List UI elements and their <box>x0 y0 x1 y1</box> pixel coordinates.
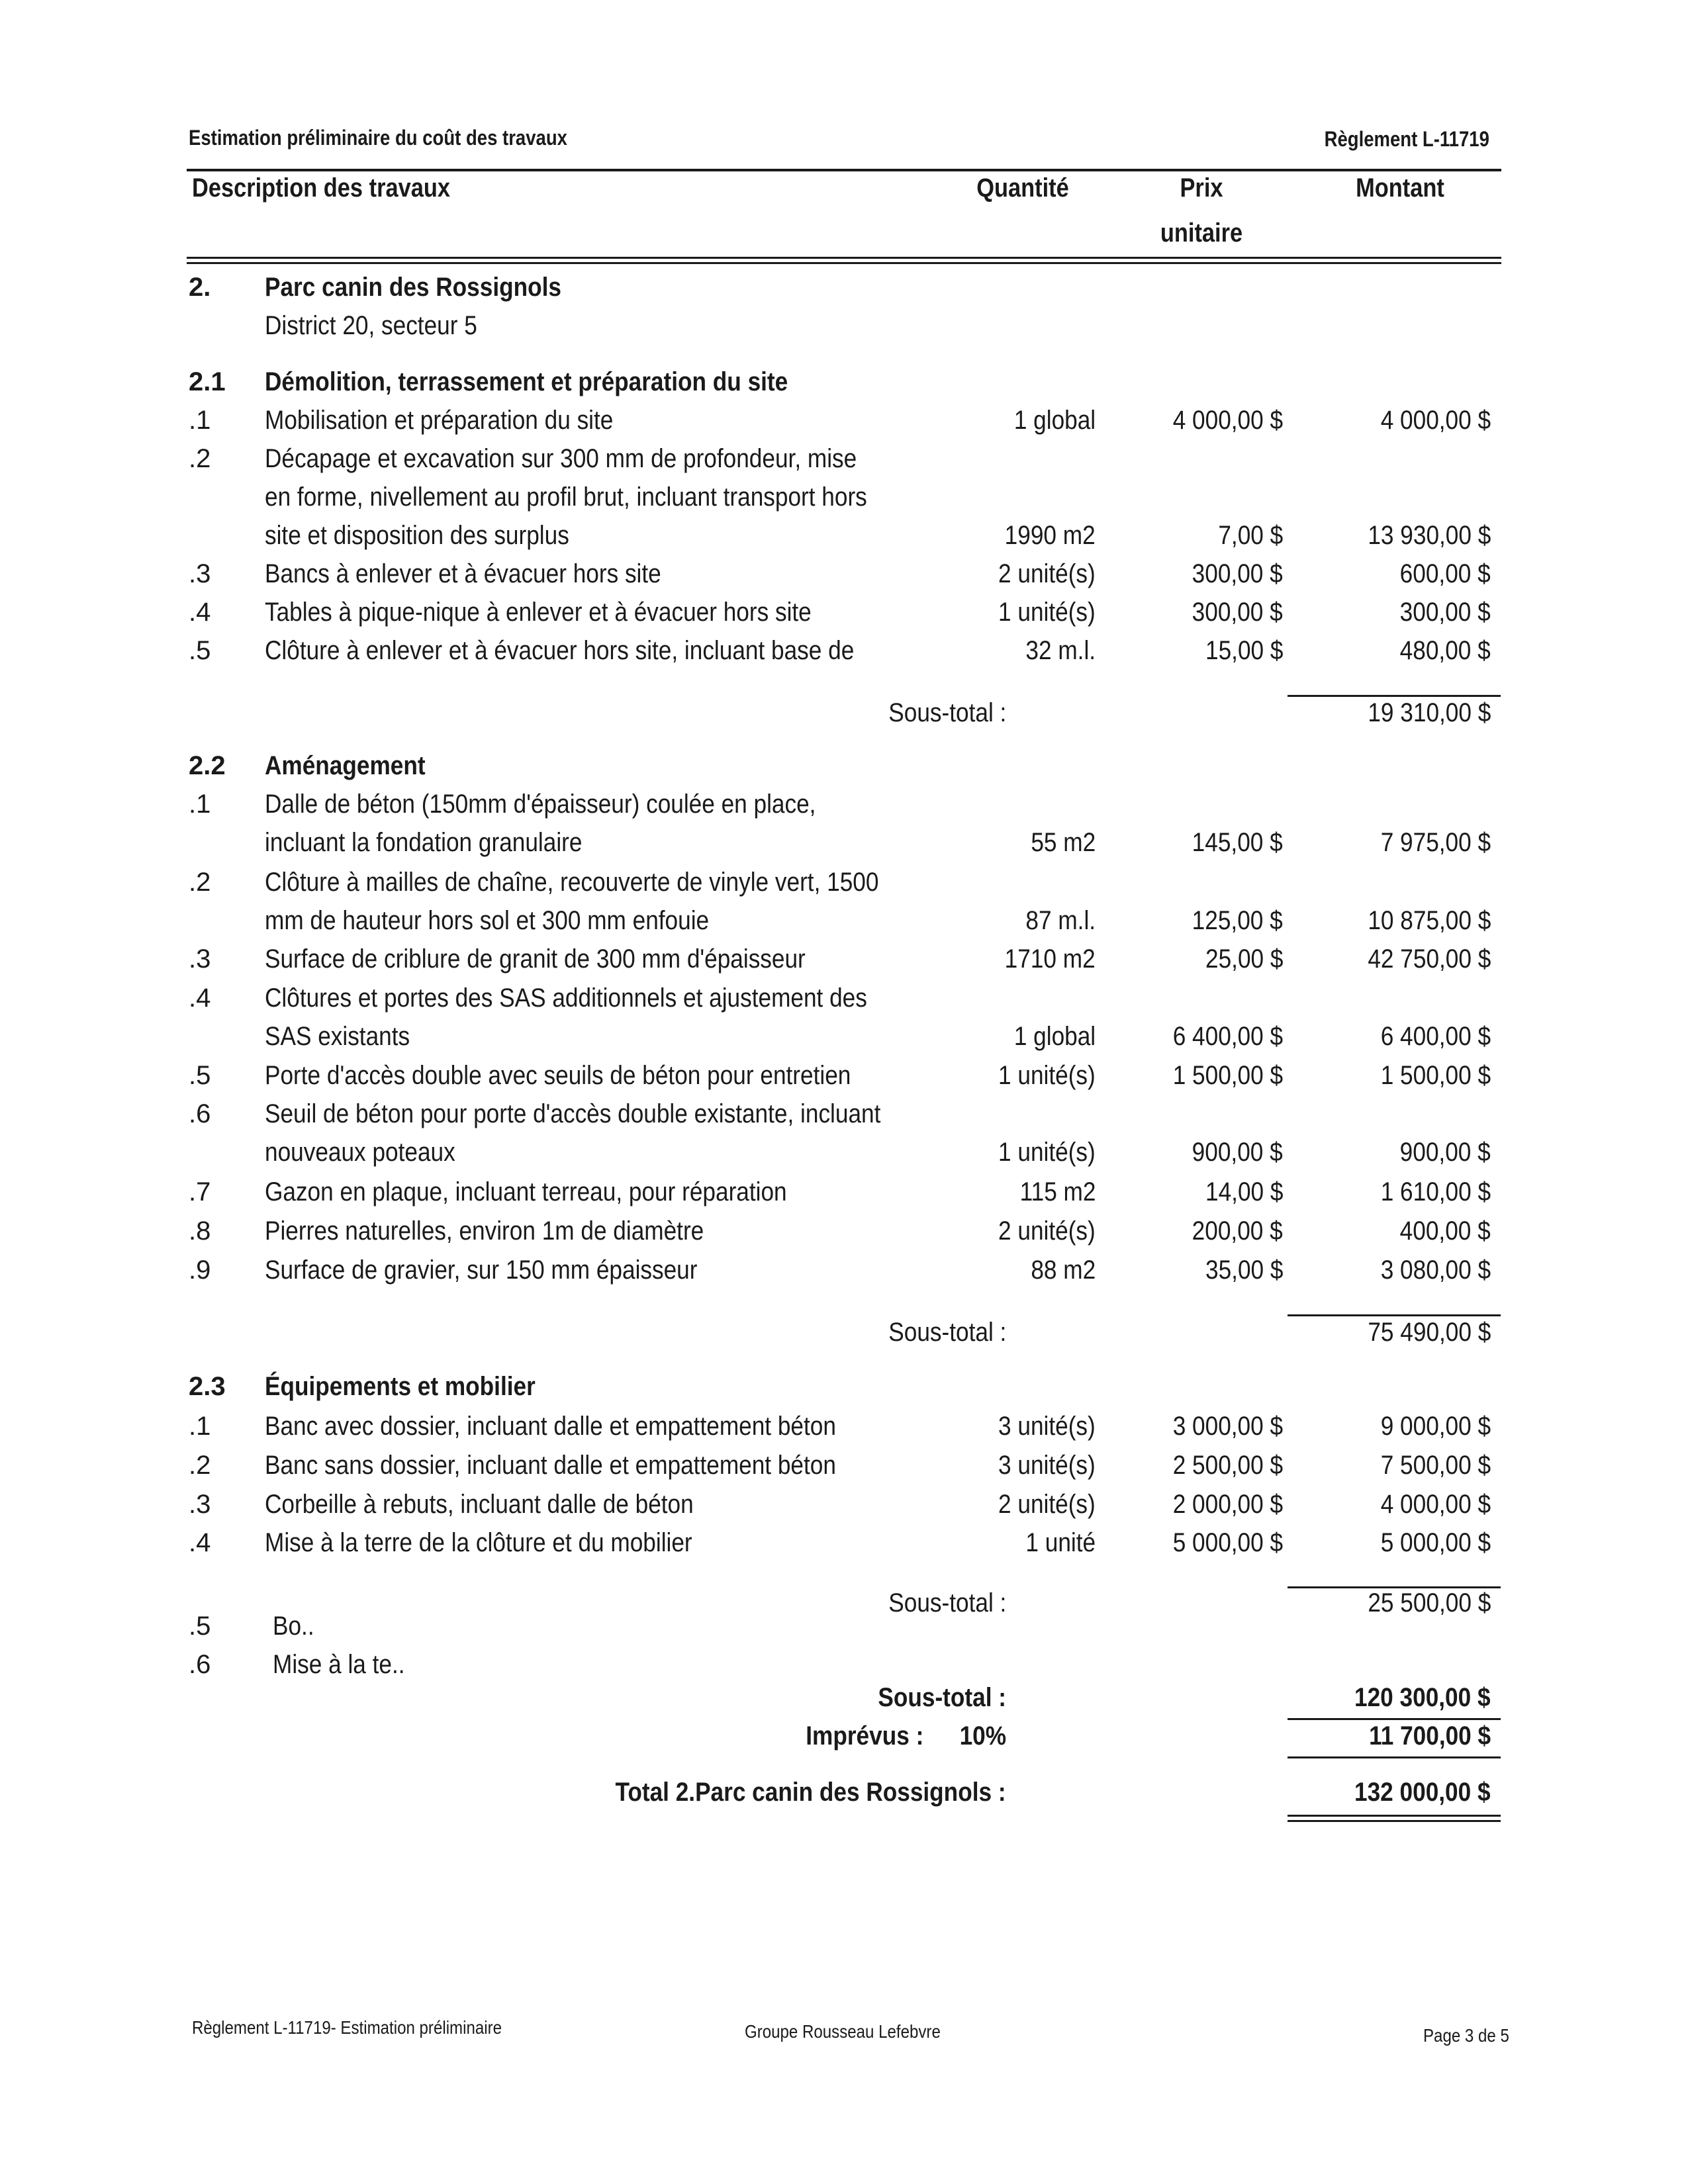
item-description: site et disposition des surplus <box>265 521 569 550</box>
footer-center: Groupe Rousseau Lefebvre <box>745 2021 941 2042</box>
table-row <box>0 1451 1688 1490</box>
item-unit-price: 5 000,00 $ <box>1172 1528 1283 1557</box>
column-description: Description des travaux <box>192 173 451 203</box>
table-row <box>0 636 1688 676</box>
item-quantity: 3 unité(s) <box>998 1451 1096 1480</box>
grand-subtotal-label: Sous-total : <box>878 1683 1006 1712</box>
item-amount: 7 975,00 $ <box>1380 828 1491 857</box>
column-unit-price-line1: Prix <box>1180 173 1223 203</box>
item-quantity: 1 unité <box>1025 1528 1096 1557</box>
item-amount: 7 500,00 $ <box>1380 1451 1491 1480</box>
item-number: .1 <box>189 1412 211 1441</box>
item-description: Banc avec dossier, incluant dalle et empattement béton <box>265 1412 836 1441</box>
item-amount: 6 400,00 $ <box>1380 1022 1491 1051</box>
item-amount: 4 000,00 $ <box>1380 1490 1491 1519</box>
item-description: Dalle de béton (150mm d'épaisseur) coulée en place, <box>265 790 816 819</box>
item-amount: 4 000,00 $ <box>1380 406 1491 435</box>
item-quantity: 1 unité(s) <box>998 1061 1096 1090</box>
item-quantity: 1 global <box>1013 406 1096 435</box>
item-quantity: 2 unité(s) <box>998 559 1096 588</box>
item-description: mm de hauteur hors sol et 300 mm enfouie <box>265 906 710 935</box>
table-row <box>0 598 1688 637</box>
table-row-continued <box>0 521 1688 561</box>
table-row <box>0 1216 1688 1256</box>
item-unit-price: 15,00 $ <box>1205 636 1283 665</box>
table-row-continued <box>0 1138 1688 1177</box>
item-unit-price: 25,00 $ <box>1205 944 1283 974</box>
item-amount: 3 080,00 $ <box>1380 1255 1491 1285</box>
item-number: .2 <box>189 1451 211 1480</box>
subtotal-label: Sous-total : <box>888 1318 1006 1347</box>
table-row <box>0 944 1688 984</box>
column-amount: Montant <box>1356 173 1444 203</box>
item-unit-price: 200,00 $ <box>1192 1216 1283 1246</box>
item-number: .2 <box>189 868 211 897</box>
item-amount: 5 000,00 $ <box>1380 1528 1491 1557</box>
item-description: Seuil de béton pour porte d'accès double existante, incluant <box>265 1099 881 1128</box>
subtotal-rule <box>1288 1314 1501 1316</box>
item-quantity: 1990 m2 <box>1005 521 1096 550</box>
item-unit-price: 2 500,00 $ <box>1172 1451 1283 1480</box>
item-amount: 42 750,00 $ <box>1368 944 1491 974</box>
section-title: Aménagement <box>265 751 426 780</box>
item-quantity: 2 unité(s) <box>998 1490 1096 1519</box>
item-quantity: 55 m2 <box>1031 828 1096 857</box>
item-number: .7 <box>189 1177 211 1206</box>
grand-subtotal-value: 120 300,00 $ <box>1354 1683 1491 1712</box>
item-number: .3 <box>189 944 211 974</box>
item-number: .5 <box>189 636 211 665</box>
item-description: Bancs à enlever et à évacuer hors site <box>265 559 661 588</box>
table-row <box>0 1528 1688 1568</box>
item-amount: 480,00 $ <box>1399 636 1491 665</box>
subtotal-value: 25 500,00 $ <box>1368 1588 1491 1617</box>
item-quantity: 32 m.l. <box>1025 636 1096 665</box>
regulation-number: Règlement L-11719 <box>1324 127 1489 151</box>
item-description: Décapage et excavation sur 300 mm de profondeur, mise <box>265 444 857 473</box>
item-unit-price: 145,00 $ <box>1192 828 1283 857</box>
item-quantity: 2 unité(s) <box>998 1216 1096 1246</box>
table-row <box>0 983 1688 1023</box>
table-row-continued <box>0 482 1688 522</box>
table-row <box>0 1490 1688 1529</box>
page-number: Page 3 de 5 <box>1423 2025 1509 2046</box>
item-quantity: 3 unité(s) <box>998 1412 1096 1441</box>
footer-left: Règlement L-11719- Estimation préliminaire <box>192 2017 502 2038</box>
table-row <box>0 1099 1688 1139</box>
item-number: .1 <box>189 790 211 819</box>
item-number: .3 <box>189 559 211 588</box>
item-unit-price: 2 000,00 $ <box>1172 1490 1283 1519</box>
document-title: Estimation préliminaire du coût des travaux <box>189 126 567 150</box>
item-unit-price: 300,00 $ <box>1192 559 1283 588</box>
item-unit-price: 300,00 $ <box>1192 598 1283 627</box>
contingency-rule <box>1288 1756 1501 1758</box>
item-quantity: 1 unité(s) <box>998 598 1096 627</box>
project-number: 2. <box>189 273 211 302</box>
item-unit-price: 35,00 $ <box>1205 1255 1283 1285</box>
subtotal-row <box>0 1318 1688 1357</box>
item-number: .8 <box>189 1216 211 1246</box>
section-title: Démolition, terrassement et préparation du site <box>265 367 788 396</box>
item-number: .6 <box>189 1099 211 1128</box>
contingency-rate: 10% <box>959 1721 1006 1751</box>
section-number: 2.3 <box>189 1372 226 1401</box>
subtotal-label: Sous-total : <box>888 698 1006 727</box>
column-unit-price-line2: unitaire <box>1160 218 1243 248</box>
table-row <box>0 1255 1688 1295</box>
item-number: .3 <box>189 1490 211 1519</box>
item-quantity: 1710 m2 <box>1005 944 1096 974</box>
table-row <box>0 559 1688 599</box>
section-heading <box>0 1372 1688 1412</box>
item-description: Pierres naturelles, environ 1m de diamètre <box>265 1216 704 1246</box>
table-row <box>0 790 1688 829</box>
project-heading <box>0 273 1688 312</box>
item-unit-price: 1 500,00 $ <box>1172 1061 1283 1090</box>
table-row <box>0 1061 1688 1101</box>
item-description: Porte d'accès double avec seuils de béton pour entretien <box>265 1061 851 1090</box>
table-row <box>0 1412 1688 1451</box>
table-row <box>0 444 1688 484</box>
item-amount: 900,00 $ <box>1399 1138 1491 1167</box>
total-value: 132 000,00 $ <box>1354 1778 1491 1807</box>
item-description-truncated: Mise à la te.. <box>273 1650 405 1679</box>
item-description: incluant la fondation granulaire <box>265 828 583 857</box>
item-description: Surface de gravier, sur 150 mm épaisseur <box>265 1255 698 1285</box>
item-number: .1 <box>189 406 211 435</box>
column-rule-2 <box>187 262 1501 264</box>
item-description: Mobilisation et préparation du site <box>265 406 614 435</box>
total-rule-1 <box>1288 1815 1501 1817</box>
item-number: .9 <box>189 1255 211 1285</box>
item-description: SAS existants <box>265 1022 410 1051</box>
item-number: .2 <box>189 444 211 473</box>
item-description: Gazon en plaque, incluant terreau, pour réparation <box>265 1177 787 1206</box>
item-amount: 10 875,00 $ <box>1368 906 1491 935</box>
grand-subtotal-row <box>0 1683 1688 1723</box>
total-label: Total 2.Parc canin des Rossignols : <box>615 1778 1006 1807</box>
project-name: Parc canin des Rossignols <box>265 273 561 302</box>
total-row <box>0 1778 1688 1817</box>
section-title: Équipements et mobilier <box>265 1372 536 1401</box>
item-description: Surface de criblure de granit de 300 mm d'épaisseur <box>265 944 806 974</box>
table-row-continued <box>0 1022 1688 1062</box>
overflow-row <box>0 1612 1688 1651</box>
item-unit-price: 900,00 $ <box>1192 1138 1283 1167</box>
contingency-row <box>0 1721 1688 1761</box>
item-description: Clôture à enlever et à évacuer hors site, incluant base de <box>265 636 855 665</box>
item-description-truncated: Bo.. <box>273 1612 314 1641</box>
item-number: .5 <box>189 1612 211 1641</box>
item-description: Clôtures et portes des SAS additionnels et ajustement des <box>265 983 867 1013</box>
item-amount: 1 500,00 $ <box>1380 1061 1491 1090</box>
project-district: District 20, secteur 5 <box>265 311 477 340</box>
item-number: .4 <box>189 598 211 627</box>
item-description: Tables à pique-nique à enlever et à évacuer hors site <box>265 598 812 627</box>
section-heading <box>0 751 1688 791</box>
section-number: 2.2 <box>189 751 226 780</box>
table-row <box>0 406 1688 445</box>
item-number: .5 <box>189 1061 211 1090</box>
subtotal-rule <box>1288 695 1501 697</box>
item-quantity: 1 global <box>1013 1022 1096 1051</box>
section-number: 2.1 <box>189 367 226 396</box>
contingency-label: Imprévus : <box>805 1721 923 1751</box>
item-description: Mise à la terre de la clôture et du mobilier <box>265 1528 692 1557</box>
item-description: Corbeille à rebuts, incluant dalle de béton <box>265 1490 694 1519</box>
item-number: .4 <box>189 1528 211 1557</box>
item-description: Clôture à mailles de chaîne, recouverte de vinyle vert, 1500 <box>265 868 879 897</box>
header-rule <box>187 169 1501 171</box>
table-row <box>0 868 1688 907</box>
column-quantity: Quantité <box>976 173 1069 203</box>
item-quantity: 88 m2 <box>1031 1255 1096 1285</box>
subtotal-label: Sous-total : <box>888 1588 1006 1617</box>
table-row-continued <box>0 906 1688 946</box>
table-row <box>0 1177 1688 1217</box>
project-district-row <box>0 311 1688 351</box>
section-heading <box>0 367 1688 407</box>
item-amount: 1 610,00 $ <box>1380 1177 1491 1206</box>
item-unit-price: 4 000,00 $ <box>1172 406 1283 435</box>
item-unit-price: 125,00 $ <box>1192 906 1283 935</box>
item-amount: 13 930,00 $ <box>1368 521 1491 550</box>
item-description: nouveaux poteaux <box>265 1138 455 1167</box>
item-amount: 9 000,00 $ <box>1380 1412 1491 1441</box>
subtotal-row <box>0 698 1688 738</box>
table-row-continued <box>0 828 1688 868</box>
subtotal-value: 75 490,00 $ <box>1368 1318 1491 1347</box>
contingency-value: 11 700,00 $ <box>1368 1721 1491 1751</box>
item-unit-price: 14,00 $ <box>1205 1177 1283 1206</box>
total-rule-2 <box>1288 1820 1501 1822</box>
item-quantity: 115 m2 <box>1019 1177 1096 1206</box>
item-amount: 400,00 $ <box>1399 1216 1491 1246</box>
item-unit-price: 3 000,00 $ <box>1172 1412 1283 1441</box>
item-quantity: 87 m.l. <box>1025 906 1096 935</box>
item-amount: 300,00 $ <box>1399 598 1491 627</box>
item-unit-price: 7,00 $ <box>1218 521 1283 550</box>
item-number: .6 <box>189 1650 211 1679</box>
subtotal-value: 19 310,00 $ <box>1368 698 1491 727</box>
column-rule-1 <box>187 257 1501 259</box>
grand-subtotal-rule <box>1288 1718 1501 1720</box>
item-number: .4 <box>189 983 211 1013</box>
item-description: en forme, nivellement au profil brut, incluant transport hors <box>265 482 867 512</box>
item-amount: 600,00 $ <box>1399 559 1491 588</box>
item-description: Banc sans dossier, incluant dalle et empattement béton <box>265 1451 836 1480</box>
item-quantity: 1 unité(s) <box>998 1138 1096 1167</box>
item-unit-price: 6 400,00 $ <box>1172 1022 1283 1051</box>
